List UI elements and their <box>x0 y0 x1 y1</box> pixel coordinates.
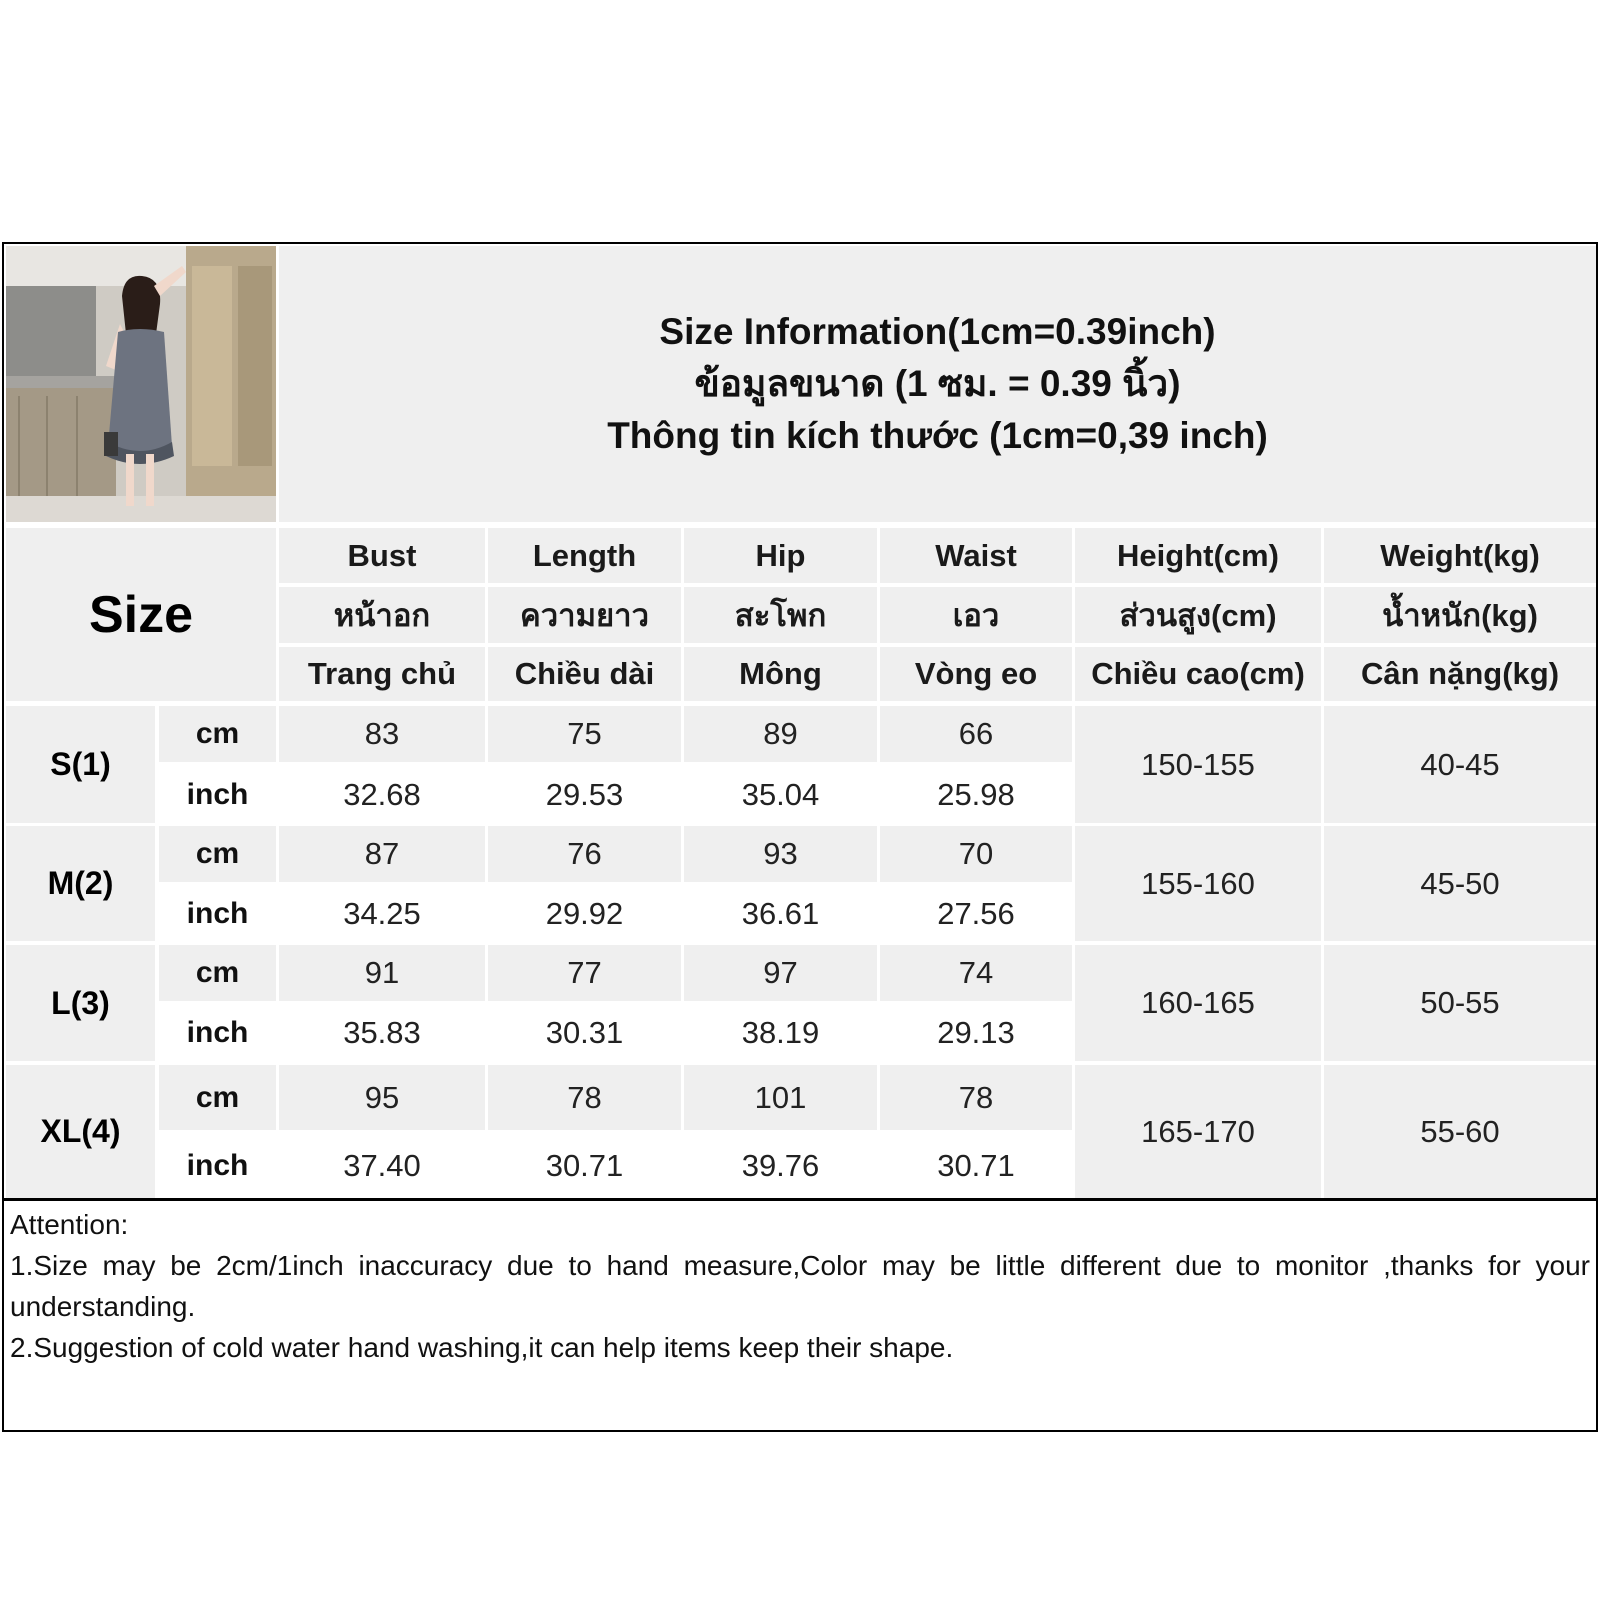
attention-heading: Attention: <box>10 1209 129 1240</box>
s-waist-cm: 66 <box>880 706 1072 762</box>
product-photo-image <box>6 246 276 522</box>
attention-note-1: 1.Size may be 2cm/1inch inaccuracy due to hand measure,Color may be little different due to monitor ,thanks for your understanding. <box>10 1250 1590 1322</box>
m-waist-cm: 70 <box>880 826 1072 882</box>
l-hip-inch: 38.19 <box>684 1005 877 1061</box>
l-weight: 50-55 <box>1324 945 1596 1061</box>
title-english: Size Information(1cm=0.39inch) <box>659 311 1216 352</box>
attention-notes <box>4 1204 1596 1424</box>
unit-inch: inch <box>159 766 276 823</box>
col-header-height-vi: Chiều cao(cm) <box>1075 647 1321 701</box>
xl-hip-cm: 101 <box>684 1065 877 1130</box>
title-vietnamese: Thông tin kích thước (1cm=0,39 inch) <box>607 415 1268 456</box>
col-header-bust-en: Bust <box>279 528 485 583</box>
m-length-inch: 29.92 <box>488 886 681 941</box>
size-label-s: S(1) <box>6 706 155 823</box>
unit-cm: cm <box>159 706 276 762</box>
xl-length-inch: 30.71 <box>488 1134 681 1198</box>
col-header-height-en: Height(cm) <box>1075 528 1321 583</box>
m-bust-inch: 34.25 <box>279 886 485 941</box>
col-header-length-en: Length <box>488 528 681 583</box>
size-label-xl: XL(4) <box>6 1065 155 1198</box>
xl-hip-inch: 39.76 <box>684 1134 877 1198</box>
size-label-l: L(3) <box>6 945 155 1061</box>
m-length-cm: 76 <box>488 826 681 882</box>
s-bust-inch: 32.68 <box>279 766 485 823</box>
unit-cm: cm <box>159 945 276 1001</box>
s-height: 150-155 <box>1075 706 1321 823</box>
title-block <box>279 246 1596 522</box>
col-header-weight-en: Weight(kg) <box>1324 528 1596 583</box>
m-hip-inch: 36.61 <box>684 886 877 941</box>
col-header-hip-th: สะโพก <box>684 587 877 643</box>
col-header-waist-en: Waist <box>880 528 1072 583</box>
l-length-inch: 30.31 <box>488 1005 681 1061</box>
s-weight: 40-45 <box>1324 706 1596 823</box>
col-header-weight-th: น้ำหนัก(kg) <box>1324 587 1596 643</box>
col-header-hip-en: Hip <box>684 528 877 583</box>
l-height: 160-165 <box>1075 945 1321 1061</box>
l-hip-cm: 97 <box>684 945 877 1001</box>
unit-inch: inch <box>159 1134 276 1198</box>
s-hip-inch: 35.04 <box>684 766 877 823</box>
xl-weight: 55-60 <box>1324 1065 1596 1198</box>
col-header-length-th: ความยาว <box>488 587 681 643</box>
s-bust-cm: 83 <box>279 706 485 762</box>
l-length-cm: 77 <box>488 945 681 1001</box>
l-bust-inch: 35.83 <box>279 1005 485 1061</box>
col-header-bust-vi: Trang chủ <box>279 647 485 701</box>
col-header-hip-vi: Mông <box>684 647 877 701</box>
unit-cm: cm <box>159 826 276 882</box>
s-length-inch: 29.53 <box>488 766 681 823</box>
s-waist-inch: 25.98 <box>880 766 1072 823</box>
m-height: 155-160 <box>1075 826 1321 941</box>
xl-waist-cm: 78 <box>880 1065 1072 1130</box>
m-weight: 45-50 <box>1324 826 1596 941</box>
col-header-bust-th: หน้าอก <box>279 587 485 643</box>
attention-note-2: 2.Suggestion of cold water hand washing,it can help items keep their shape. <box>10 1332 954 1363</box>
s-length-cm: 75 <box>488 706 681 762</box>
m-hip-cm: 93 <box>684 826 877 882</box>
l-bust-cm: 91 <box>279 945 485 1001</box>
m-bust-cm: 87 <box>279 826 485 882</box>
unit-cm: cm <box>159 1065 276 1130</box>
col-header-height-th: ส่วนสูง(cm) <box>1075 587 1321 643</box>
col-header-waist-vi: Vòng eo <box>880 647 1072 701</box>
unit-inch: inch <box>159 1005 276 1061</box>
title-thai: ข้อมูลขนาด (1 ซม. = 0.39 นิ้ว) <box>694 363 1181 404</box>
col-header-weight-vi: Cân nặng(kg) <box>1324 647 1596 701</box>
size-chart <box>2 242 1598 1432</box>
xl-waist-inch: 30.71 <box>880 1134 1072 1198</box>
col-header-length-vi: Chiều dài <box>488 647 681 701</box>
size-label-m: M(2) <box>6 826 155 941</box>
xl-bust-cm: 95 <box>279 1065 485 1130</box>
s-hip-cm: 89 <box>684 706 877 762</box>
product-photo <box>6 246 276 522</box>
l-waist-cm: 74 <box>880 945 1072 1001</box>
col-header-waist-th: เอว <box>880 587 1072 643</box>
unit-inch: inch <box>159 886 276 941</box>
m-waist-inch: 27.56 <box>880 886 1072 941</box>
xl-length-cm: 78 <box>488 1065 681 1130</box>
xl-bust-inch: 37.40 <box>279 1134 485 1198</box>
size-header: Size <box>6 528 276 701</box>
notes-divider <box>4 1198 1596 1201</box>
l-waist-inch: 29.13 <box>880 1005 1072 1061</box>
xl-height: 165-170 <box>1075 1065 1321 1198</box>
